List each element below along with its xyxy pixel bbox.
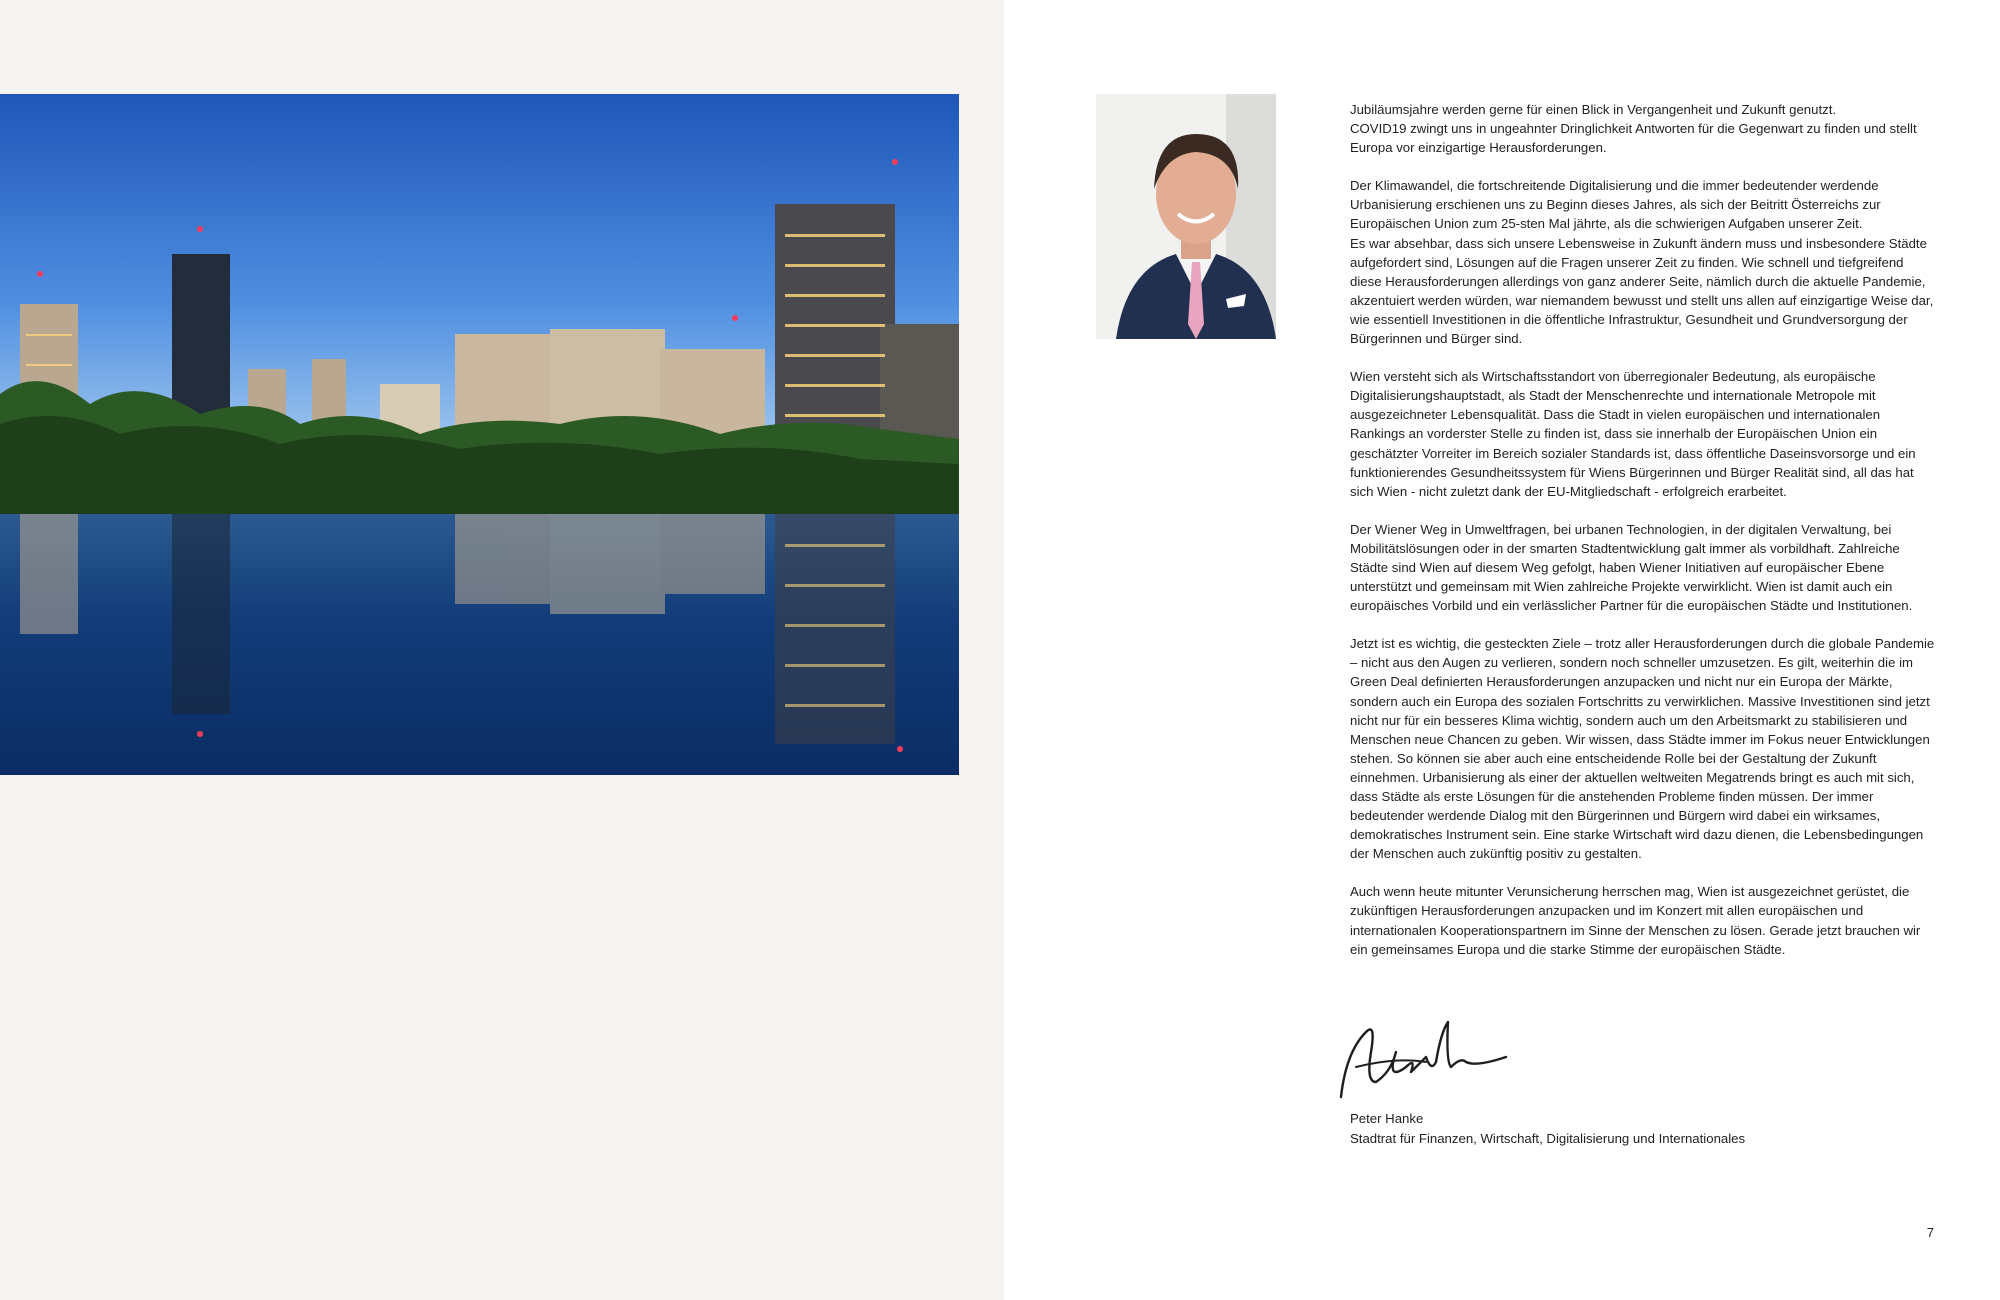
author-portrait-photo	[1096, 94, 1276, 339]
handwritten-signature	[1336, 1012, 1516, 1102]
paragraph-6: Auch wenn heute mitunter Verunsicherung herrschen mag, Wien ist ausgezeichnet gerüstet, die zukünftigen Herausforderungen anzupacken und im Konzert mit allen europäischen und internationalen Kooperationspartnern im Sinne der Menschen zu lösen. Gerade jetzt brauchen wir ein gemeinsames Europa und die starke Stimme der europäischen Städte.	[1350, 884, 1921, 957]
author-title: Stadtrat für Finanzen, Wirtschaft, Digitalisierung und Internationales	[1350, 1130, 1746, 1146]
author-name: Peter Hanke	[1350, 1111, 1424, 1126]
author-block	[1350, 1109, 1950, 1148]
article-body	[1350, 100, 1935, 978]
page-number: 7	[1926, 1225, 1934, 1240]
paragraph-5: Jetzt ist es wichtig, die gesteckten Ziele – trotz aller Herausforderungen durch die globale Pandemie – nicht aus den Augen zu verlieren, sondern noch schneller umzusetzen. Es gilt, weiterhin die im Green Deal definierten Herausforderungen anzupacken und nicht nur ein Europa der Märkte, sondern auch ein Europa des sozialen Fortschritts zu verwirklichen. Massive Investitionen sind jetzt nicht nur für ein besseres Klima wichtig, sondern auch um den Arbeitsmarkt zu stabilisieren und Menschen neue Chancen zu geben. Wir wissen, dass Städte immer im Fokus neuer Entwicklungen stehen. So können sie aber auch eine entscheidende Rolle bei der Gestaltung der Zukunft einnehmen. Urbanisierung als einer der aktuellen weltweiten Megatrends bringt es auch mit sich, dass Städte als erste Lösungen für die anstehenden Probleme finden müssen. Der immer bedeutender werdende Dialog mit den Bürgerinnen und Bürgern wird dabei ein wirksames, demokratisches Instrument sein. Eine starke Wirtschaft wird dazu dienen, die Lebensbedingungen der Menschen auch zukünftig positiv zu gestalten.	[1350, 636, 1935, 862]
paragraph-4: Der Wiener Weg in Umweltfragen, bei urbanen Technologien, in der digitalen Verwaltung, bei Mobilitätslösungen oder in der smarten Stadtentwicklung galt immer als vorbildhaft. Zahlreiche Städte sind Wien auf diesem Weg gefolgt, haben Wiener Initiativen auf europäischer Ebene unterstützt und gemeinsam mit Wien zahlreiche Projekte verwirklicht. Wien ist damit auch ein europäisches Vorbild und ein verlässlicher Partner für die europäischen Städte und Institutionen.	[1350, 521, 1913, 614]
vienna-skyline-photo	[0, 94, 959, 775]
paragraph-1: Jubiläumsjahre werden gerne für einen Blick in Vergangenheit und Zukunft genutzt. COVID19 zwingt uns in ungeahnter Dringlichkeit Antworten für die Gegenwart zu finden und stellt Europa vor einzigartige Herausforderungen.	[1350, 102, 1917, 156]
paragraph-2: Der Klimawandel, die fortschreitende Digitalisierung und die immer bedeutender werdende Urbanisierung erschienen uns zu Beginn dieses Jahres, als sich der Beitritt Österreichs zur Europäischen Union zum 25-sten Mal jährte, als die schwierigen Aufgaben unserer Zeit. Es war absehbar, dass sich unsere Lebensweise in Zukunft ändern muss und insbesondere Städte aufgefordert sind, Lösungen auf die Fragen unserer Zeit zu finden. Wie schnell und tiefgreifend diese Herausforderungen allerdings von ganz anderer Seite, nämlich durch die aktuelle Pandemie, akzentuiert werden würden, war niemandem bewusst und stellt uns allen auf einzigartige Weise dar, wie essentiell Investitionen in die öffentliche Infrastruktur, Gesundheit und Grundversorgung der Bürgerinnen und Bürger sind.	[1350, 178, 1934, 347]
paragraph-3: Wien versteht sich als Wirtschaftsstandort von überregionaler Bedeutung, als europäische Digitalisierungshauptstadt, als Stadt der Menschenrechte und internationale Metropole mit ausgezeichneter Lebensqualität. Dass die Stadt in vielen europäischen und internationalen Rankings an vorderster Stelle zu finden ist, dass sie innerhalb der Europäischen Union ein geschätzter Vorreiter im Bereich sozialer Standards ist, dass öffentliche Daseinsvorsorge und ein funktionierendes Gesundheitssystem für Wiens Bürgerinnen und Bürger Realität sind, all das hat sich Wien - nicht zuletzt dank der EU-Mitgliedschaft - erfolgreich erarbeitet.	[1350, 369, 1916, 499]
